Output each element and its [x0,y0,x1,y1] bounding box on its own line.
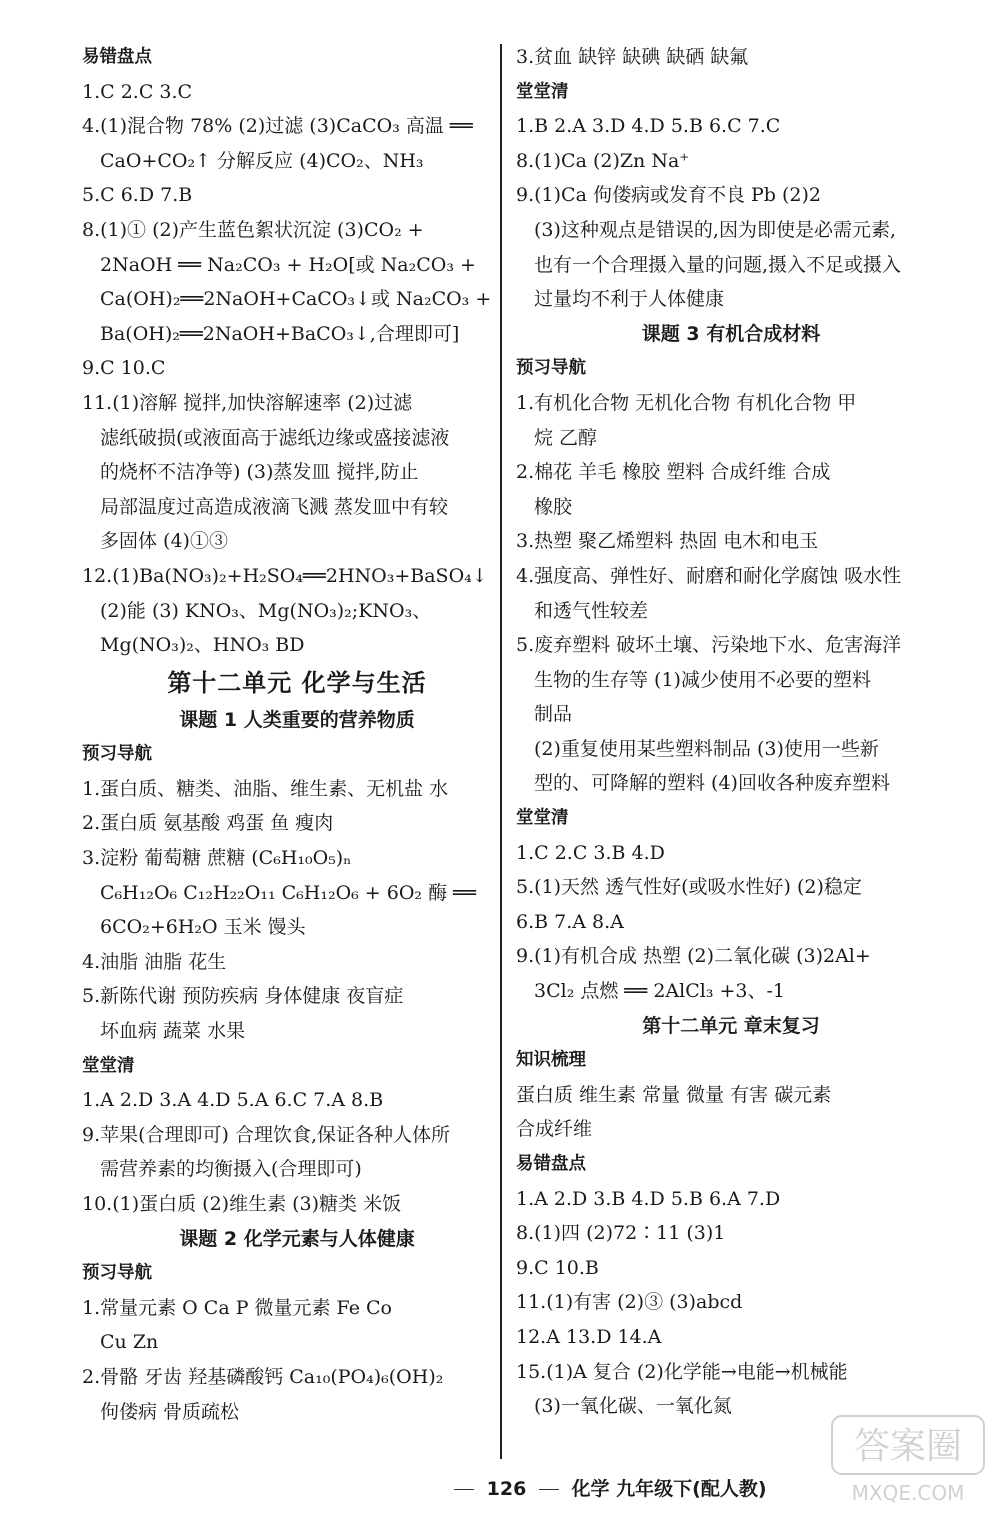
left-column-line-23: 3.淀粉 葡萄糖 蔗糖 (C₆H₁₀O₅)ₙ [82,847,352,870]
right-column-section-9: 预习导航 [516,358,586,379]
right-column-indent-13: 橡胶 [534,495,573,518]
right-column-line-10: 1.有机化合物 无机化合物 有机化合物 甲 [516,391,857,414]
right-column-line-17: 5.废弃塑料 破坏土壤、污染地下水、危害海洋 [516,634,902,657]
right-column-line-2: 1.B 2.A 3.D 4.D 5.B 6.C 7.C [516,115,781,138]
column-divider [500,44,502,1459]
right-column-line-35: 9.C 10.B [516,1256,599,1279]
left-column-line-9: 9.C 10.C [82,357,166,380]
left-column-line-21: 1.蛋白质、糖类、油脂、维生素、无机盐 水 [82,777,449,800]
left-column-indent-25: 6CO₂+6H₂O 玉米 馒头 [100,916,306,939]
right-column-indent-19: 制品 [534,703,573,726]
left-column-indent-6: 2NaOH ══ Na₂CO₃ + H₂O[或 Na₂CO₃ + [100,253,476,276]
right-column-indent-11: 烷 乙醇 [534,426,598,449]
footer-dash-right [539,1489,559,1490]
watermark-logo [828,1410,988,1510]
right-column-line-14: 3.热塑 聚乙烯塑料 热固 电木和电玉 [516,530,819,553]
watermark-text-top: 答案圈 [853,1426,963,1467]
right-column-line-25: 6.B 7.A 8.A [516,910,624,933]
left-column-section-20: 预习导航 [82,744,152,765]
right-column-line-0: 3.贫血 缺锌 缺碘 缺硒 缺氟 [516,46,749,68]
left-column-indent-8: Ba(OH)₂══2NaOH+BaCO₃↓,合理即可] [100,322,460,345]
left-column-line-38: 2.骨骼 牙齿 羟基磷酸钙 Ca₁₀(PO₄)₆(OH)₂ [82,1365,444,1388]
left-column-line-5: 8.(1)① (2)产生蓝色絮状沉淀 (3)CO₂ + [82,218,424,241]
right-column-line-31: 合成纤维 [516,1118,593,1141]
right-column-line-33: 1.A 2.D 3.B 4.D 5.B 6.A 7.D [516,1187,781,1210]
right-column-indent-7: 过量均不利于人体健康 [534,288,725,311]
right-column [516,40,946,1424]
page-number: 126 [486,1478,527,1500]
right-column-section-32: 易错盘点 [516,1154,586,1174]
right-column-line-4: 9.(1)Ca 佝偻病或发育不良 Pb (2)2 [516,184,821,207]
left-column-line-4: 5.C 6.D 7.B [82,184,193,207]
right-column-line-38: 15.(1)A 复合 (2)化学能→电能→机械能 [516,1360,848,1383]
left-column-line-27: 5.新陈代谢 预防疾病 身体健康 夜盲症 [82,985,404,1008]
left-column-center-34: 课题 2 化学元素与人体健康 [179,1227,415,1250]
left-column-line-1: 1.C 2.C 3.C [82,80,193,103]
right-column-indent-5: (3)这种观点是错误的,因为即使是必需元素, [534,218,896,241]
left-column-section-0: 易错盘点 [82,47,152,67]
right-column-line-30: 蛋白质 维生素 常量 微量 有害 碳元素 [516,1083,832,1106]
right-column-line-26: 9.(1)有机合成 热塑 (2)二氧化碳 (3)2Al+ [516,945,871,968]
left-column-line-36: 1.常量元素 O Ca P 微量元素 Fe Co [82,1296,392,1319]
right-column-line-34: 8.(1)四 (2)72∶11 (3)1 [516,1222,726,1245]
left-column-line-31: 9.苹果(合理即可) 合理饮食,保证各种人体所 [82,1123,451,1146]
left-column-indent-32: 需营养素的均衡摄入(合理即可) [100,1158,362,1181]
right-column-line-36: 11.(1)有害 (2)③ (3)abcd [516,1291,743,1314]
right-column-section-1: 堂堂清 [516,81,569,102]
left-column-line-10: 11.(1)溶解 搅拌,加快溶解速率 (2)过滤 [82,391,413,414]
left-column-line-15: 12.(1)Ba(NO₃)₂+H₂SO₄══2HNO₃+BaSO₄↓ [82,564,488,587]
right-column-indent-18: 生物的生存等 (1)减少使用不必要的塑料 [534,668,871,691]
left-column-section-29: 堂堂清 [82,1055,135,1076]
right-column-section-29: 知识梳理 [516,1050,586,1071]
left-column-indent-11: 滤纸破损(或液面高于滤纸边缘或盛接滤液 [100,426,450,449]
right-column-line-12: 2.棉花 羊毛 橡胶 塑料 合成纤维 合成 [516,461,831,484]
right-column-line-3: 8.(1)Ca (2)Zn Na⁺ [516,149,690,172]
left-column-line-2: 4.(1)混合物 78% (2)过滤 (3)CaCO₃ 高温 ══ [82,115,473,138]
left-column-line-26: 4.油脂 油脂 花生 [82,950,227,973]
left-column-indent-17: Mg(NO₃)₂、HNO₃ BD [100,634,305,657]
left-column-line-22: 2.蛋白质 氨基酸 鸡蛋 鱼 瘦肉 [82,812,334,835]
right-column-center-8: 课题 3 有机合成材料 [641,322,821,345]
right-column-line-24: 5.(1)天然 透气性好(或吸水性好) (2)稳定 [516,876,862,899]
left-column-title-18: 第十二单元 化学与生活 [167,668,427,697]
left-column-indent-12: 的烧杯不洁净等) (3)蒸发皿 搅拌,防止 [100,461,419,484]
left-column-line-30: 1.A 2.D 3.A 4.D 5.A 6.C 7.A 8.B [82,1089,384,1112]
footer-dash-left [454,1489,474,1490]
left-column-indent-28: 坏血病 蔬菜 水果 [100,1020,246,1043]
left-column-indent-39: 佝偻病 骨质疏松 [100,1400,240,1423]
right-column-line-37: 12.A 13.D 14.A [516,1325,662,1348]
footer-subject: 化学 九年级下(配人教) [571,1478,767,1500]
left-column-section-35: 预习导航 [82,1263,152,1284]
right-column-line-23: 1.C 2.C 3.B 4.D [516,841,665,864]
left-column-indent-3: CaO+CO₂↑ 分解反应 (4)CO₂、NH₃ [100,149,424,172]
right-column-indent-20: (2)重复使用某些塑料制品 (3)使用一些新 [534,737,879,760]
right-column-line-15: 4.强度高、弹性好、耐磨和耐化学腐蚀 吸水性 [516,564,902,587]
left-column-indent-14: 多固体 (4)①③ [100,530,228,553]
left-column-center-19: 课题 1 人类重要的营养物质 [179,708,415,731]
left-column-indent-37: Cu Zn [100,1331,159,1354]
left-column-indent-7: Ca(OH)₂══2NaOH+CaCO₃↓或 Na₂CO₃ + [100,288,492,311]
watermark-text-bottom: MXQE.COM [851,1481,965,1505]
page-footer [448,1474,767,1501]
left-column [82,40,512,1429]
left-column-indent-24: C₆H₁₂O₆ C₁₂H₂₂O₁₁ C₆H₁₂O₆ + 6O₂ 酶 ══ [100,881,477,904]
right-column-indent-16: 和透气性较差 [534,599,649,622]
right-column-indent-39: (3)一氧化碳、一氧化氮 [534,1395,732,1418]
right-column-indent-27: 3Cl₂ 点燃 ══ 2AlCl₃ +3、-1 [534,980,785,1003]
right-column-indent-21: 型的、可降解的塑料 (4)回收各种废弃塑料 [534,772,890,795]
left-column-indent-13: 局部温度过高造成液滴飞溅 蒸发皿中有较 [100,495,449,518]
left-column-line-33: 10.(1)蛋白质 (2)维生素 (3)糖类 米饭 [82,1193,402,1215]
right-column-center-28: 第十二单元 章末复习 [642,1014,820,1037]
right-column-section-22: 堂堂清 [516,808,569,829]
left-column-indent-16: (2)能 (3) KNO₃、Mg(NO₃)₂;KNO₃、 [100,599,432,622]
right-column-indent-6: 也有一个合理摄入量的问题,摄入不足或摄入 [534,253,902,276]
